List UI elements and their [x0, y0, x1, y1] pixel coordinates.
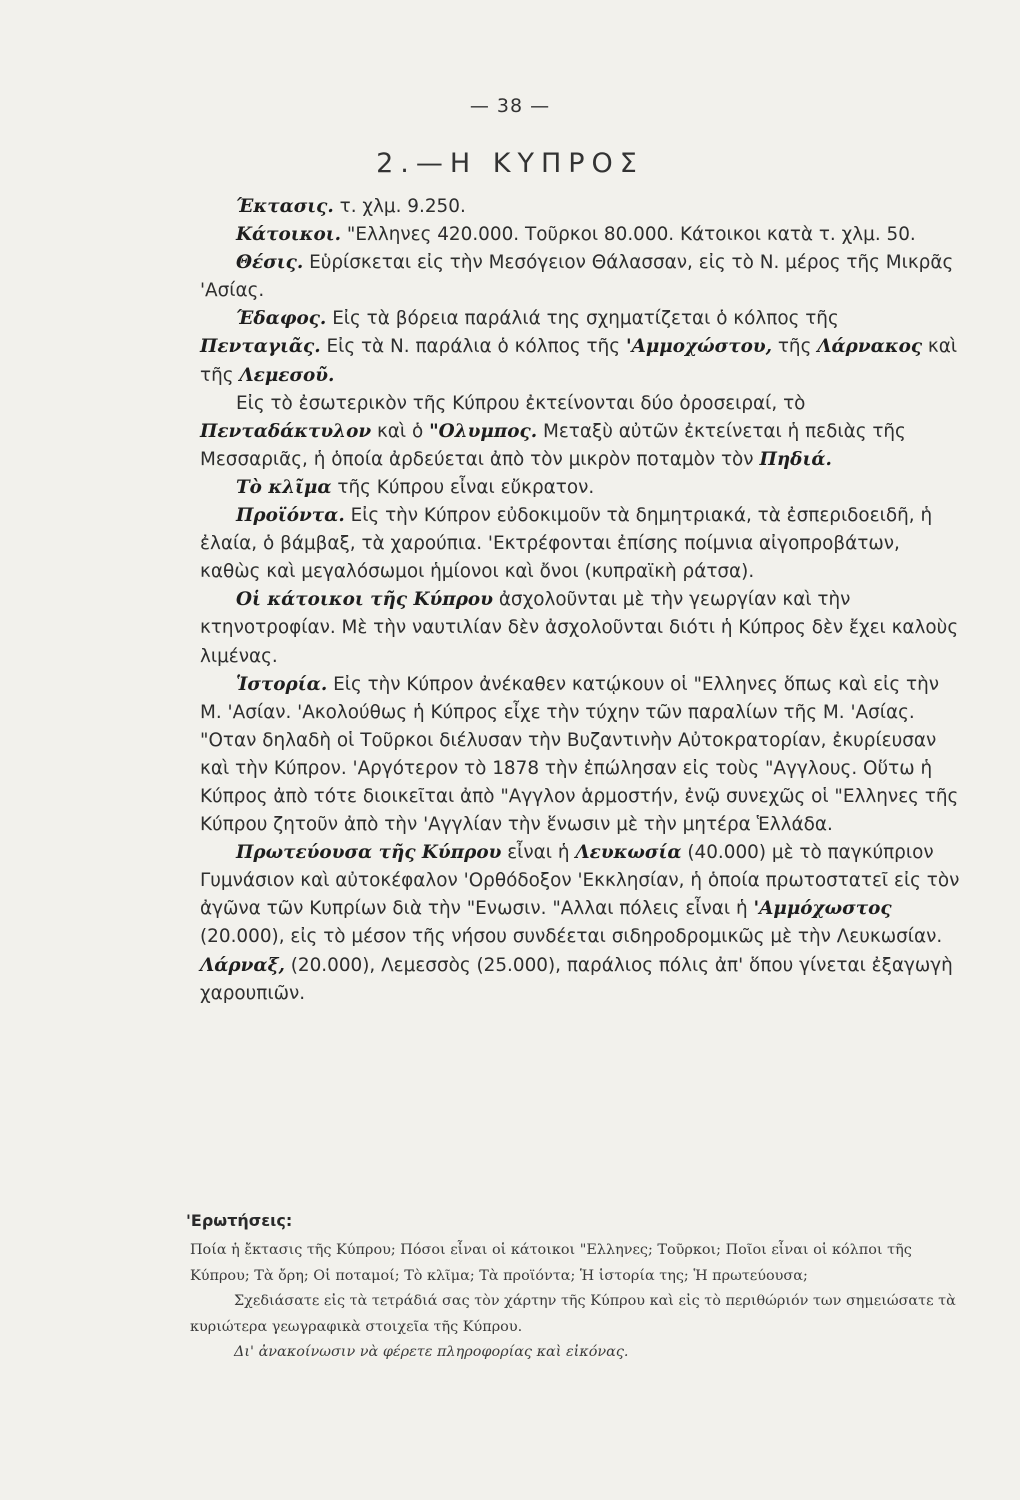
heading-thesis: Θέσις. [236, 252, 304, 274]
heading-klima: Τὸ κλῖμα [236, 476, 332, 498]
name-lemesou: Λεμεσοῦ. [239, 364, 335, 386]
paragraph-proionta [200, 502, 965, 586]
name-olympos: "Ολυμπος. [429, 420, 538, 442]
body-text [200, 193, 965, 1008]
text-edafos-1: Εἰς τὰ βόρεια παράλιά της σχηματίζεται ὁ κόλπος τῆς [326, 308, 839, 330]
text-protevousa-2: (40.000) μὲ τὸ παγκύπριον Γυμνάσιον καὶ αὐτοκέφαλον 'Ορθόδοξον 'Εκκλησίαν, ἡ ὁποία πρωτοστατεῖ εἰς τὸν ἀγῶνα τῶν Κυπρίων διὰ τὴν "Ενωσιν. "Αλλαι πόλεις εἶναι ἡ [200, 842, 960, 920]
name-ammochostou: 'Αμμοχώστου, [625, 336, 772, 358]
text-katoikoi: "Ελληνες 420.000. Τοῦρκοι 80.000. Κάτοικοι κατὰ τ. χλμ. 50. [341, 224, 916, 246]
paragraph-oroseires [200, 390, 965, 474]
heading-istoria: Ἱστορία. [236, 673, 328, 695]
text-oroseires-2: καὶ ὁ [371, 420, 430, 442]
text-thesis: Εὑρίσκεται εἰς τὴν Μεσόγειον Θάλασσαν, εἰς τὸ Ν. μέρος τῆς Μικρᾶς 'Ασίας. [200, 252, 954, 302]
name-larnakos: Λάρνακος [817, 336, 923, 358]
paragraph-edafos [200, 305, 965, 389]
text-protevousa-4: (20.000), Λεμεσσὸς (25.000), παράλιος πόλις ἀπ' ὅπου γίνεται ἐξαγωγὴ χαρουπιῶν. [200, 954, 953, 1004]
heading-ektasis: Έκτασις. [236, 196, 334, 217]
question-1: Ποία ἡ ἔκτασις τῆς Κύπρου; Πόσοι εἶναι οἱ κάτοικοι "Ελληνες; Τοῦρκοι; Ποῖοι εἶναι οἱ κόλποι τῆς Κύπρου; Τὰ ὄρη; Οἱ ποταμοί; Τὸ κλῖμα; Τὰ προϊόντα; Ἡ ἱστορία της; Ἡ πρωτεύουσα; [190, 1242, 912, 1284]
text-oroseires-1: Εἰς τὸ ἐσωτερικὸν τῆς Κύπρου ἐκτείνονται δύο ὀροσειραί, τὸ [236, 392, 806, 414]
questions-heading: 'Ερωτήσεις: [186, 1211, 293, 1230]
question-2: Σχεδιάσατε εἰς τὰ τετράδιά σας τὸν χάρτην τῆς Κύπρου καὶ εἰς τὸ περιθώριόν των σημειώσατε τὰ κυριώτερα γεωγραφικὰ στοιχεῖα τῆς Κύπρου. [190, 1293, 956, 1335]
page-number: — 38 — [469, 95, 551, 117]
paragraph-ektasis [200, 193, 965, 221]
questions-block [190, 1238, 965, 1366]
paragraph-katoikoi-occupation [200, 586, 965, 670]
question-3-text: ἀνακοίνωσιν νὰ φέρετε πληροφορίας καὶ εἰκόνας. [254, 1344, 629, 1360]
paragraph-protevousa [200, 839, 965, 1008]
heading-protevousa: Πρωτεύουσα τῆς Κύπρου [236, 842, 502, 864]
name-ammochostos: 'Αμμόχωστος [753, 898, 892, 920]
paragraph-istoria [200, 671, 965, 840]
text-klima: τῆς Κύπρου εἶναι εὔκρατον. [331, 476, 595, 498]
text-edafos-4: καὶ τῆς [200, 336, 958, 386]
heading-katoikoi: Κάτοικοι. [236, 224, 342, 246]
paragraph-klima [200, 474, 965, 502]
name-pentagia: Πενταγιᾶς. [200, 336, 321, 358]
paragraph-katoikoi [200, 221, 965, 249]
chapter-title: 2.—Η ΚΥΠΡΟΣ [376, 148, 644, 179]
name-pidia: Πηδιά. [759, 448, 832, 470]
name-pentadaktylon: Πενταδάκτυλον [200, 420, 372, 442]
text-protevousa-1: εἶναι ἡ [501, 842, 576, 864]
name-lefkosia: Λευκωσία [575, 842, 682, 864]
heading-proionta: Προϊόντα. [236, 505, 345, 527]
heading-katoikoi-occupation: Οἱ κάτοικοι τῆς Κύπρου [236, 589, 493, 611]
text-istoria: Εἰς τὴν Κύπρον ἀνέκαθεν κατῴκουν οἱ "Ελληνες ὅπως καὶ εἰς τὴν Μ. 'Ασίαν. 'Ακολούθως ἡ Κύπρος εἶχε τὴν τύχην τῶν παραλίων τῆς Μ. 'Ασίας. "Οταν δηλαδὴ οἱ Τοῦρκοι διέλυσαν τὴν Βυζαντινὴν Αὐτοκρατορίαν, ἐκυρίευσαν καὶ τὴν Κύπρον. 'Αργότερον τὸ 1878 τὴν ἐπώλησαν εἰς τοὺς "Αγγλους. Οὕτω ἡ Κύπρος ἀπὸ τότε διοικεῖται ἀπὸ "Αγγλον ἁρμοστήν, ἐνῷ συνεχῶς οἱ "Ελληνες τῆς Κύπρου ζητοῦν ἀπὸ τὴν 'Αγγλίαν τὴν ἕνωσιν μὲ τὴν μητέρα Ἑλλάδα. [200, 673, 959, 836]
question-3-label: Δι' [234, 1344, 254, 1360]
text-oroseires-3: Μεταξὺ αὐτῶν ἐκτείνεται ἡ πεδιὰς τῆς Μεσσαριᾶς, ἡ ὁποία ἀρδεύεται ἀπὸ τὸν μικρὸν ποταμὸν τὸν [200, 420, 906, 470]
text-ektasis: τ. χλμ. 9.250. [333, 196, 466, 217]
paragraph-thesis [200, 249, 965, 305]
text-protevousa-3: (20.000), εἰς τὸ μέσον τῆς νήσου συνδέεται σιδηροδρομικῶς μὲ τὴν Λευκωσίαν. [200, 926, 943, 948]
text-edafos-2: Εἰς τὰ Ν. παράλια ὁ κόλπος τῆς [320, 336, 626, 358]
text-proionta: Εἰς τὴν Κύπρον εὐδοκιμοῦν τὰ δημητριακά, τὰ ἐσπεριδοειδῆ, ἡ ἐλαία, ὁ βάμβαξ, τὰ χαρούπια. 'Εκτρέφονται ἐπίσης ποίμνια αἰγοπροβάτων, καθὼς καὶ μεγαλόσωμοι ἡμίονοι καὶ ὄνοι (κυπραϊκὴ ράτσα). [200, 505, 933, 583]
name-larnax: Λάρναξ, [200, 954, 285, 976]
text-katoikoi-occupation: ἀσχολοῦνται μὲ τὴν γεωργίαν καὶ τὴν κτηνοτροφίαν. Μὲ τὴν ναυτιλίαν δὲν ἀσχολοῦνται διότι ἡ Κύπρος δὲν ἔχει καλοὺς λιμένας. [200, 589, 959, 667]
heading-edafos: Έδαφος. [236, 308, 327, 330]
question-3 [190, 1340, 965, 1366]
text-edafos-3: τῆς [772, 336, 818, 358]
